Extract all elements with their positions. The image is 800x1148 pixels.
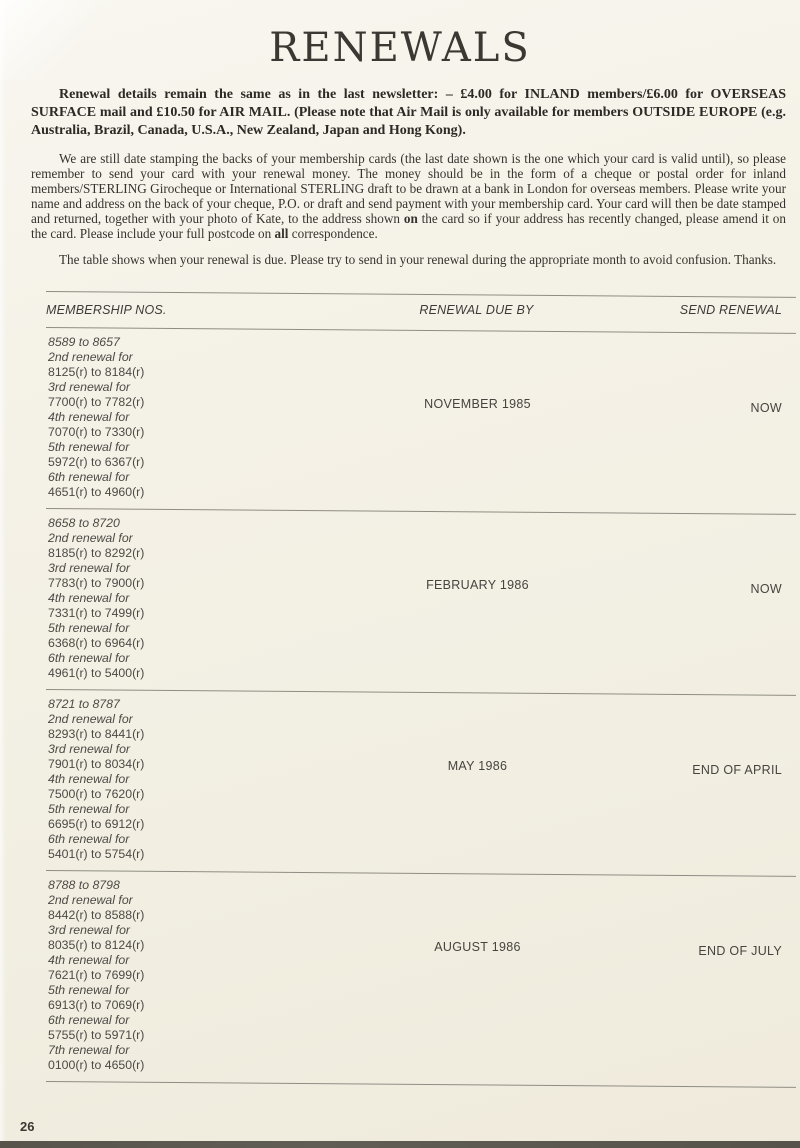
paragraph-text: on: [403, 211, 418, 226]
page-number: 26: [20, 1119, 35, 1134]
table-row: [46, 509, 796, 689]
membership-line: 7th renewal for: [48, 1043, 130, 1057]
membership-line: 5972(r) to 6367(r): [48, 455, 145, 469]
membership-line: 4th renewal for: [48, 591, 130, 605]
membership-line: 7783(r) to 7900(r): [48, 576, 145, 590]
renewal-due-cell: AUGUST 1986: [434, 940, 521, 954]
membership-line: 2nd renewal for: [48, 712, 133, 726]
membership-line: 7500(r) to 7620(r): [48, 787, 145, 801]
membership-line: 2nd renewal for: [48, 350, 133, 364]
paragraph-text: the card so if your address has recently changed, please amend it on the card. Please include your full postcode on: [31, 211, 786, 241]
table-body: [46, 328, 796, 1082]
membership-numbers-cell: [46, 697, 348, 862]
membership-nos-header: MEMBERSHIP NOS.: [46, 302, 167, 317]
table-row: [46, 871, 796, 1081]
renewal-due-cell: FEBRUARY 1986: [426, 578, 529, 592]
membership-line: 3rd renewal for: [48, 923, 131, 937]
table-row: [46, 690, 796, 870]
membership-line: 8185(r) to 8292(r): [48, 546, 145, 560]
membership-line: 6368(r) to 6964(r): [48, 636, 145, 650]
membership-line: 3rd renewal for: [48, 561, 131, 575]
membership-line: 6th renewal for: [48, 651, 130, 665]
page-title: RENEWALS: [269, 25, 531, 71]
membership-numbers-cell: [46, 516, 348, 681]
membership-line: 8589 to 8657: [48, 335, 120, 349]
renewal-table: [46, 291, 796, 1082]
membership-line: 7070(r) to 7330(r): [48, 425, 145, 439]
paragraph-text: all: [274, 226, 289, 241]
membership-line: 6th renewal for: [48, 1013, 130, 1027]
membership-line: 8788 to 8798: [48, 878, 120, 892]
membership-line: 5th renewal for: [48, 621, 130, 635]
membership-line: 0100(r) to 4650(r): [48, 1058, 145, 1072]
membership-line: 6th renewal for: [48, 470, 130, 484]
membership-numbers-cell: [46, 878, 348, 1073]
membership-line: 7901(r) to 8034(r): [48, 757, 145, 771]
membership-line: 4th renewal for: [48, 953, 130, 967]
membership-line: 6913(r) to 7069(r): [48, 998, 145, 1012]
membership-numbers-cell: [46, 335, 348, 500]
intro-paragraphs: [0, 86, 800, 267]
membership-line: 7621(r) to 7699(r): [48, 968, 145, 982]
membership-line: 8442(r) to 8588(r): [48, 908, 145, 922]
membership-line: 5th renewal for: [48, 440, 130, 454]
membership-line: 7700(r) to 7782(r): [48, 395, 145, 409]
scan-bottom-edge: [0, 1141, 800, 1148]
membership-line: 4961(r) to 5400(r): [48, 666, 145, 680]
membership-line: 3rd renewal for: [48, 742, 131, 756]
paragraph: [31, 151, 786, 241]
membership-line: 6695(r) to 6912(r): [48, 817, 145, 831]
membership-line: 4th renewal for: [48, 410, 130, 424]
membership-line: 8293(r) to 8441(r): [48, 727, 145, 741]
paragraph-text: Renewal details remain the same as in the last newsletter: – £4.00 for INLAND members/£6.00 for OVERSEAS SURFACE mail and £10.50 for AIR MAIL. (Please note that Air Mail is only available for members OUTSIDE EUROPE (e.g. Australia, Brazil, Canada, U.S.A., New Zealand, Japan and Hong Kong).: [31, 87, 786, 138]
membership-line: 7331(r) to 7499(r): [48, 606, 145, 620]
membership-line: 8035(r) to 8124(r): [48, 938, 145, 952]
send-renewal-cell: END OF JULY: [698, 944, 782, 958]
send-renewal-cell: NOW: [750, 401, 782, 415]
membership-line: 8125(r) to 8184(r): [48, 365, 145, 379]
send-renewal-cell: NOW: [750, 582, 782, 596]
send-renewal-header: SEND RENEWAL: [679, 302, 782, 317]
divider: [46, 1081, 796, 1088]
membership-line: 4651(r) to 4960(r): [48, 485, 145, 499]
membership-line: 4th renewal for: [48, 772, 130, 786]
paragraph-text: We are still date stamping the backs of your membership cards (the last date shown is the one which your card is valid until), so please remember to send your card with your renewal money. The money should be in the form of a cheque or postal order for inland members/STERLING Girocheque or International STERLING draft to be drawn at a bank in London for overseas members. Please write your name and address on the back of your cheque, P.O. or draft and send payment with your membership card. Your card will then be date stamped and returned, together with your photo of Kate, to the address shown: [31, 151, 786, 226]
membership-line: 2nd renewal for: [48, 893, 133, 907]
scan-edge: [0, 0, 6, 1148]
membership-line: 3rd renewal for: [48, 380, 131, 394]
table-header-row: [46, 292, 796, 327]
renewal-due-cell: MAY 1986: [447, 759, 508, 773]
paragraph: [31, 86, 786, 140]
membership-line: 6th renewal for: [48, 832, 130, 846]
membership-line: 5401(r) to 5754(r): [48, 847, 145, 861]
paragraph: [31, 252, 786, 267]
paragraph-text: The table shows when your renewal is due. Please try to send in your renewal during the appropriate month to avoid confusion. Thanks.: [59, 252, 777, 267]
renewal-due-cell: NOVEMBER 1985: [424, 397, 531, 411]
paragraph-text: correspondence.: [288, 226, 378, 241]
send-renewal-cell: END OF APRIL: [692, 763, 782, 777]
membership-line: 8721 to 8787: [48, 697, 120, 711]
table-row: [46, 328, 796, 508]
membership-line: 8658 to 8720: [48, 516, 120, 530]
membership-line: 5755(r) to 5971(r): [48, 1028, 145, 1042]
membership-line: 5th renewal for: [48, 983, 130, 997]
membership-line: 5th renewal for: [48, 802, 130, 816]
renewal-due-by-header: RENEWAL DUE BY: [419, 302, 534, 317]
membership-line: 2nd renewal for: [48, 531, 133, 545]
